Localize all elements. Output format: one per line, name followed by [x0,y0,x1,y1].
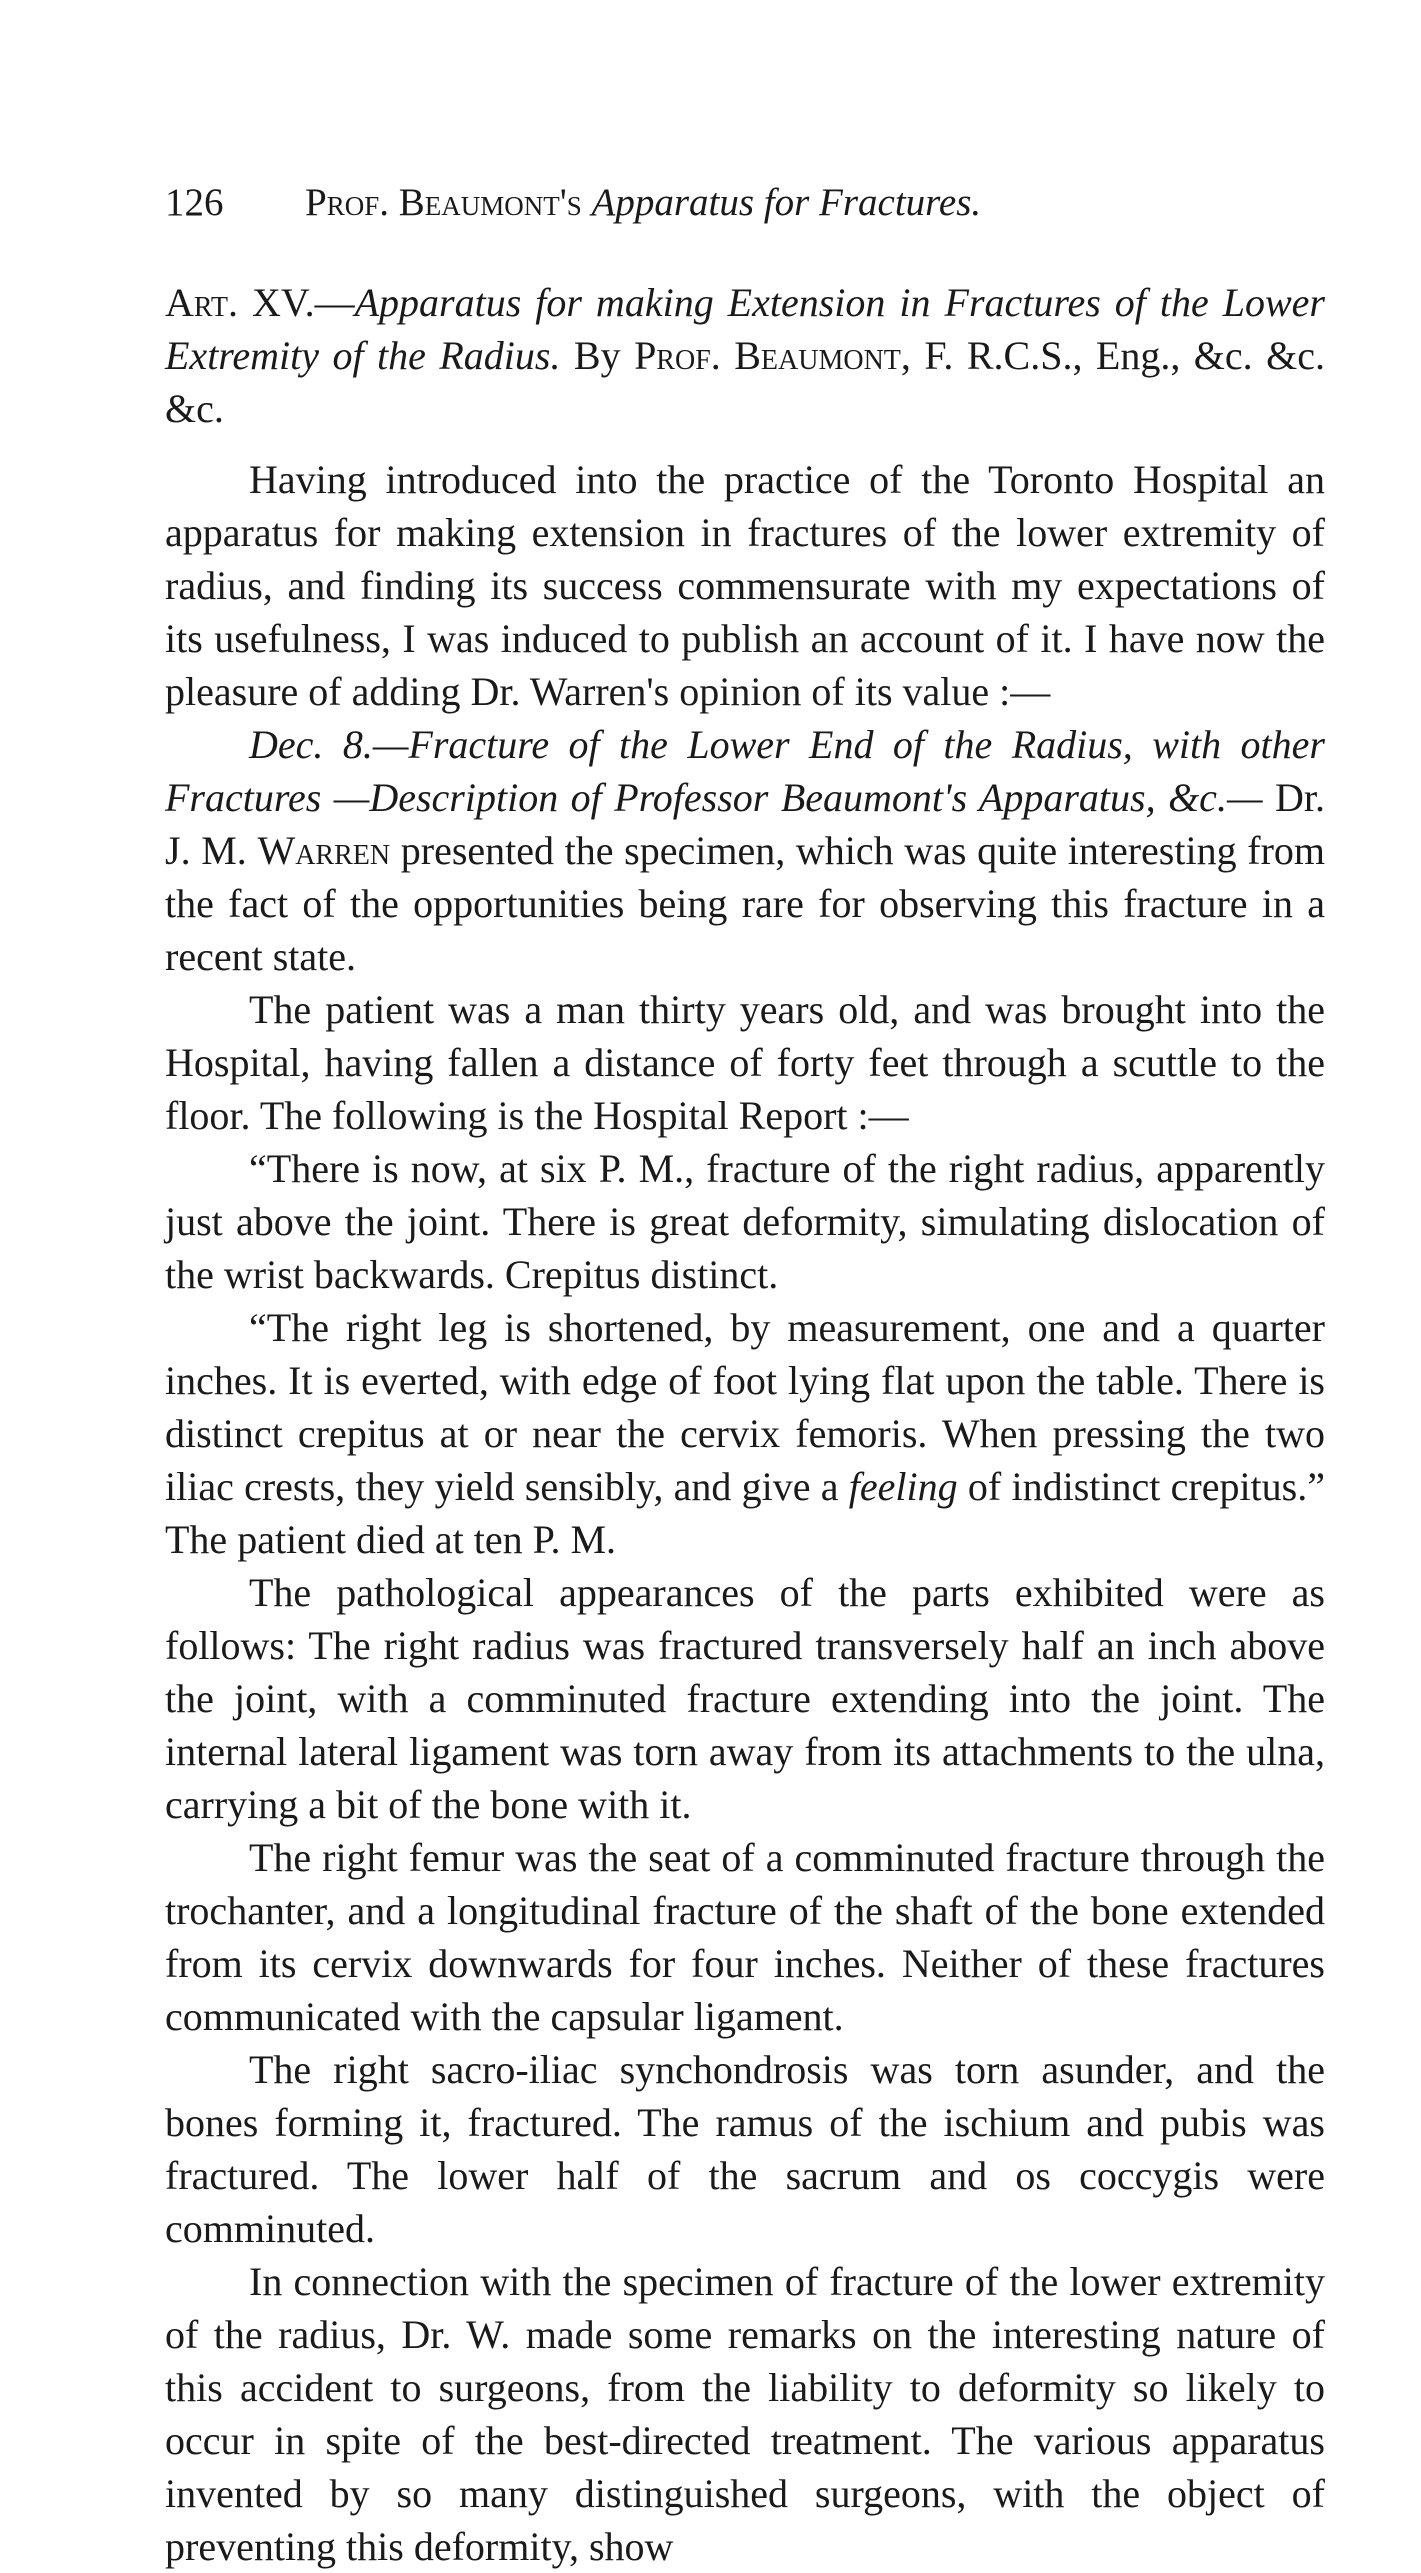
page [165,178,1325,2573]
paragraph-5-text-a: “The right leg is shortened, by measurement, one and a quarter inches. It is everted, with edge of foot lying flat upon the table. There is distinct crepitus at or near the cervix femoris. When pressing the two iliac crests, they yield sensibly, and give a [165,1305,1325,1509]
paragraph-5-text-b: of indistinct crepitus.” The patient died at ten P. M. [165,1464,1325,1562]
paragraph-8: The right sacro-iliac synchondrosis was torn asunder, and the bones forming it, fractured. The ramus of the ischium and pubis was fractured. The lower half of the sacrum and os coccygis were comminuted. [165,2047,1325,2251]
paragraph-5 [165,1301,1325,1566]
article-label: Art. XV.— [165,280,355,325]
paragraph-2-text: presented the specimen, which was quite interesting from the fact of the opportunities being rare for observing this fracture in a recent state. [165,828,1326,979]
paragraph-2 [165,718,1325,983]
report-heading: Dec. 8.—Fracture of the Lower End of the Radius, with other Fractures —Description of Professor Beaumont's Apparatus, &c.— [165,722,1325,820]
article-author: Prof. Beaumont, [634,333,911,378]
running-head-author: Prof. Beaumont's [305,181,582,224]
page-number: 126 [165,181,224,224]
paragraph-3: The patient was a man thirty years old, and was brought into the Hospital, having fallen a distance of forty feet through a scuttle to the floor. The following is the Hospital Report :— [165,987,1325,1138]
paragraph-7: The right femur was the seat of a comminuted fracture through the trochanter, and a longitudinal fracture of the shaft of the bone extended from its cervix downwards for four inches. Neither of these fractures communicated with the capsular ligament. [165,1835,1325,2039]
paragraph-4: “There is now, at six P. M., fracture of the right radius, apparently just above the joint. There is great deformity, simulating dislocation of the wrist backwards. Crepitus distinct. [165,1146,1325,1297]
article-heading [165,276,1325,435]
paragraph-5-italic: feeling [848,1464,958,1509]
paragraph-9: In connection with the specimen of fracture of the lower extremity of the radius, Dr. W. made some remarks on the interesting nature of this accident to surgeons, from the liability to deformity so likely to occur in spite of the best-directed treatment. The various apparatus invented by so many distinguished surgeons, with the object of preventing this deformity, show [165,2259,1325,2569]
paragraph-1: Having introduced into the practice of the Toronto Hospital an apparatus for making extension in fractures of the lower extremity of radius, and finding its success commensurate with my expectations of its usefulness, I was induced to publish an account of it. I have now the pleasure of adding Dr. Warren's opinion of its value :— [165,457,1325,714]
paragraph-6: The pathological appearances of the parts exhibited were as follows: The right radius was fractured transversely half an inch above the joint, with a comminuted fracture extending into the joint. The internal lateral ligament was torn away from its attachments to the ulna, carrying a bit of the bone with it. [165,1570,1325,1827]
running-head-title: Apparatus for Fractures. [591,181,982,224]
article-by: By [573,333,621,378]
doctor-name: Warren [257,828,391,873]
doctor-initials: Dr. J. M. [165,775,1325,873]
body-text [165,453,1325,2573]
article-title: Apparatus for making Extension in Fractures of the Lower Extremity of the Radius. [165,280,1325,378]
running-head [165,178,1325,228]
article-credentials: F. R.C.S., Eng., &c. &c. &c. [165,333,1325,431]
